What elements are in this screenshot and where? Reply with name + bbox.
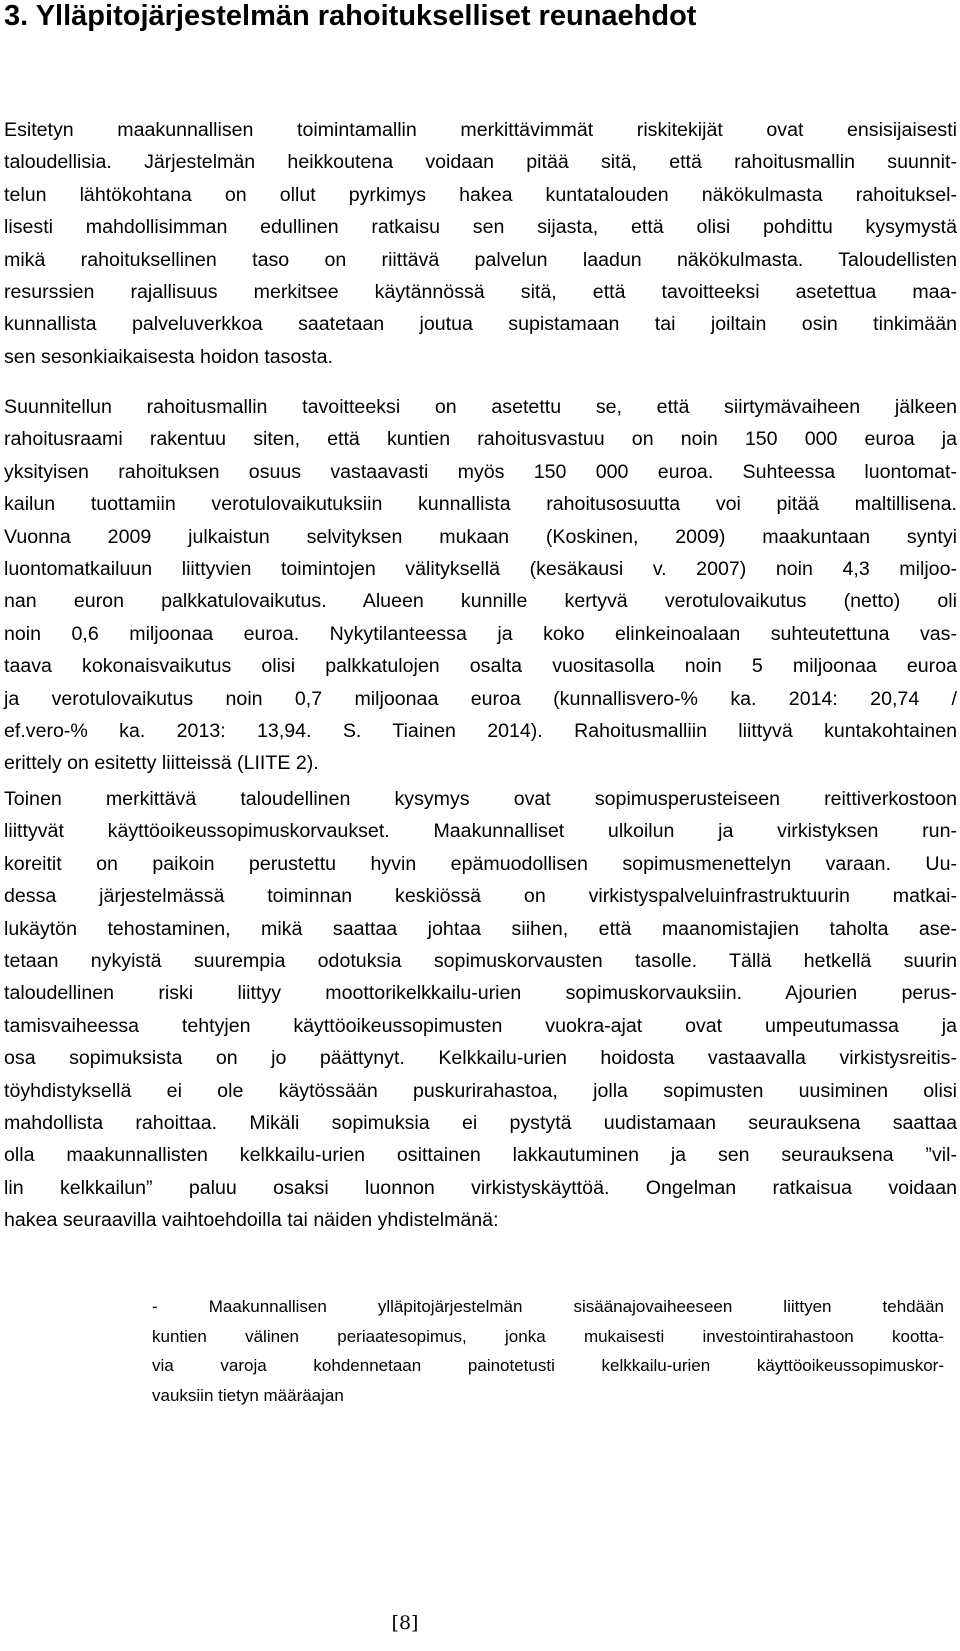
paragraph-line: liittyvät käyttöoikeussopimuskorvaukset. Maakunnalliset ulkoilun ja virkistyksen run- — [4, 820, 957, 843]
paragraph-line: nan euron palkkatulovaikutus. Alueen kunnille kertyvä verotulovaikutus (netto) oli — [4, 590, 957, 613]
paragraph-line: ef.vero-% ka. 2013: 13,94. S. Tiainen 2014). Rahoitusmalliin liittyvä kuntakohtainen — [4, 720, 957, 743]
section-heading: 3. Ylläpitojärjestelmän rahoitukselliset reunaehdot — [4, 0, 697, 32]
paragraph-line: dessa järjestelmässä toiminnan keskiössä on virkistyspalveluinfrastruktuurin matkai- — [4, 885, 957, 908]
paragraph-line: Suunnitellun rahoitusmallin tavoitteeksi on asetettu se, että siirtymävaiheen jälkeen — [4, 396, 957, 418]
paragraph-line: mikä rahoituksellinen taso on riittävä palvelun laadun näkökulmasta. Taloudellisten — [4, 248, 957, 271]
paragraph-funding-model — [4, 391, 957, 780]
paragraph-line: erittely on esitetty liitteissä (LIITE 2). — [4, 752, 319, 775]
paragraph-line: hakea seuraavilla vaihtoehdoilla tai näiden yhdistelmänä: — [4, 1209, 499, 1232]
paragraph-line: taloudellisia. Järjestelmän heikkoutena voidaan pitää sitä, että rahoitusmallin suunnit- — [4, 151, 957, 174]
paragraph-line: resurssien rajallisuus merkitsee käytännössä sitä, että tavoitteeksi asetettua maa- — [4, 281, 957, 304]
paragraph-line: sen sesonkiaikaisesta hoidon tasosta. — [4, 345, 333, 368]
paragraph-line: töyhdistyksellä ei ole käytössään puskurirahastoa, jolla sopimusten uusiminen olisi — [4, 1079, 957, 1102]
paragraph-line: rahoitusraami rakentuu siten, että kuntien rahoitusvastuu on noin 150 000 euroa ja — [4, 428, 957, 451]
paragraph-line: olla maakunnallisten kelkkailu-urien osittainen lakkautuminen ja sen seurauksena ”vil- — [4, 1144, 957, 1167]
page-number: [8] — [391, 1612, 419, 1634]
paragraph-line: kailun tuottamiin verotulovaikutuksiin kunnallista rahoitusosuutta voi pitää maltillisena. — [4, 493, 957, 516]
paragraph-usage-agreements — [4, 783, 957, 1237]
paragraph-line: kunnallista palveluverkkoa saatetaan joutua supistamaan tai joiltain osin tinkimään — [4, 313, 957, 336]
paragraph-line: telun lähtökohtana on ollut pyrkimys hakea kuntatalouden näkökulmasta rahoituksel- — [4, 183, 957, 206]
paragraph-line: tetaan nykyistä suurempia odotuksia sopimuskorvausten tasolle. Tällä hetkellä suurin — [4, 950, 957, 973]
paragraph-line: taloudellinen riski liittyy moottorikelkkailu-urien sopimuskorvauksiin. Ajourien perus- — [4, 982, 957, 1005]
paragraph-line: ja verotulovaikutus noin 0,7 miljoonaa euroa (kunnallisvero-% ka. 2014: 20,74 / — [4, 687, 957, 710]
bullet-line: via varoja kohdennetaan painotetusti kelkkailu-urien käyttöoikeussopimuskor- — [152, 1356, 944, 1375]
paragraph-line: lin kelkkailun” paluu osaksi luonnon virkistyskäyttöä. Ongelman ratkaisua voidaan — [4, 1176, 957, 1199]
paragraph-line: lisesti mahdollisimman edullinen ratkaisu sen sijasta, että olisi pohdittu kysymystä — [4, 216, 957, 239]
paragraph-line: lukäytön tehostaminen, mikä saattaa johtaa siihen, että maanomistajien taholta ase- — [4, 917, 957, 940]
paragraph-line: tamisvaiheessa tehtyjen käyttöoikeussopimusten vuokra-ajat ovat umpeutumassa ja — [4, 1014, 957, 1037]
paragraph-line: koreitit on paikoin perustettu hyvin epämuodollisen sopimusmenettelyn varaan. Uu- — [4, 852, 957, 875]
paragraph-risk-factors — [4, 114, 957, 373]
paragraph-line: yksityisen rahoituksen osuus vastaavasti myös 150 000 euroa. Suhteessa luontomat- — [4, 460, 957, 483]
paragraph-line: Vuonna 2009 julkaistun selvityksen mukaan (Koskinen, 2009) maakuntaan syntyi — [4, 525, 957, 548]
bullet-line: vauksiin tietyn määräajan — [152, 1385, 344, 1405]
paragraph-line: mahdollista rahoittaa. Mikäli sopimuksia ei pystytä uudistamaan seurauksena saattaa — [4, 1112, 957, 1135]
bullet-line: kuntien välinen periaatesopimus, jonka mukaisesti investointirahastoon kootta- — [152, 1326, 944, 1346]
paragraph-line: Toinen merkittävä taloudellinen kysymys ovat sopimusperusteiseen reittiverkostoon — [4, 788, 957, 810]
paragraph-line: osa sopimuksista on jo päättynyt. Kelkkailu-urien hoidosta vastaavalla virkistysreitis- — [4, 1047, 957, 1070]
bullet-line: - Maakunnallisen ylläpitojärjestelmän sisäänajovaiheeseen liittyen tehdään — [152, 1297, 944, 1316]
paragraph-line: noin 0,6 miljoonaa euroa. Nykytilanteessa ja koko elinkeinoalaan suhteutettuna vas- — [4, 622, 957, 645]
paragraph-line: taava kokonaisvaikutus olisi palkkatulojen osalta vuositasolla noin 5 miljoonaa euroa — [4, 655, 957, 678]
paragraph-line: Esitetyn maakunnallisen toimintamallin merkittävimmät riskitekijät ovat ensisijaisesti — [4, 119, 957, 141]
bullet-item — [152, 1292, 944, 1410]
paragraph-line: luontomatkailuun liittyvien toimintojen välityksellä (kesäkausi v. 2007) noin 4,3 miljoo- — [4, 558, 957, 581]
